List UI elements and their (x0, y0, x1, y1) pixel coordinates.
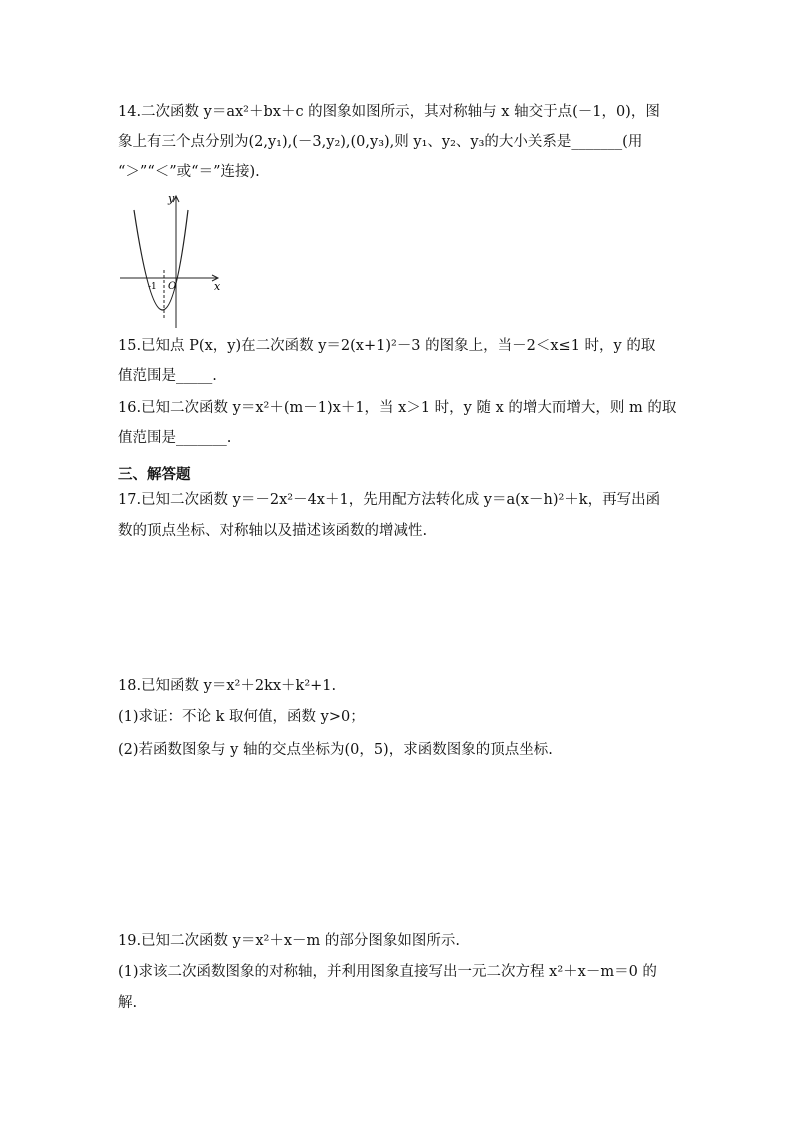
y-axis-label: y (168, 192, 175, 205)
q19-line-1: 19.已知二次函数 y＝x²＋x－m 的部分图象如图所示. (118, 933, 460, 949)
q18-line-2: (1)求证：不论 k 取何值，函数 y>0； (118, 709, 365, 725)
origin-label: O (168, 281, 177, 292)
q15-line-2: 值范围是_____. (118, 368, 217, 384)
q19-line-3: 解. (118, 995, 138, 1011)
q17-line-2: 数的顶点坐标、对称轴以及描述该函数的增减性. (118, 523, 428, 539)
neg-one-label: -1 (148, 282, 157, 292)
section-heading: 三、解答题 (118, 467, 191, 483)
q18-line-3: (2)若函数图象与 y 轴的交点坐标为(0，5)，求函数图象的顶点坐标. (118, 742, 553, 758)
q19-line-2: (1)求该二次函数图象的对称轴，并利用图象直接写出一元二次方程 x²＋x－m＝0 的 (118, 964, 657, 980)
q16-line-2: 值范围是_______. (118, 430, 232, 446)
parabola-curve (134, 210, 188, 310)
q14-line-3: “＞”“＜”或“＝”连接). (118, 164, 260, 180)
q17-line-1: 17.已知二次函数 y＝－2x²－4x＋1，先用配方法转化成 y＝a(x－h)²＋k，再写出函 (118, 492, 661, 508)
q15-line-1: 15.已知点 P(x，y)在二次函数 y＝2(x+1)²－3 的图象上，当－2＜x≤1 时，y 的取 (118, 338, 656, 354)
q14-line-2: 象上有三个点分别为(2,y₁),(－3,y₂),(0,y₃),则 y₁、y₂、y₃的大小关系是_______(用 (118, 134, 643, 150)
q14-parabola-graph (116, 190, 226, 330)
q16-line-1: 16.已知二次函数 y＝x²＋(m－1)x＋1，当 x＞1 时，y 随 x 的增大而增大，则 m 的取 (118, 400, 677, 416)
q18-line-1: 18.已知函数 y＝x²＋2kx＋k²+1. (118, 678, 337, 694)
x-axis-label: x (214, 280, 221, 293)
q14-line-1: 14.二次函数 y＝ax²＋bx＋c 的图象如图所示，其对称轴与 x 轴交于点(－1，0)，图 (118, 104, 660, 120)
